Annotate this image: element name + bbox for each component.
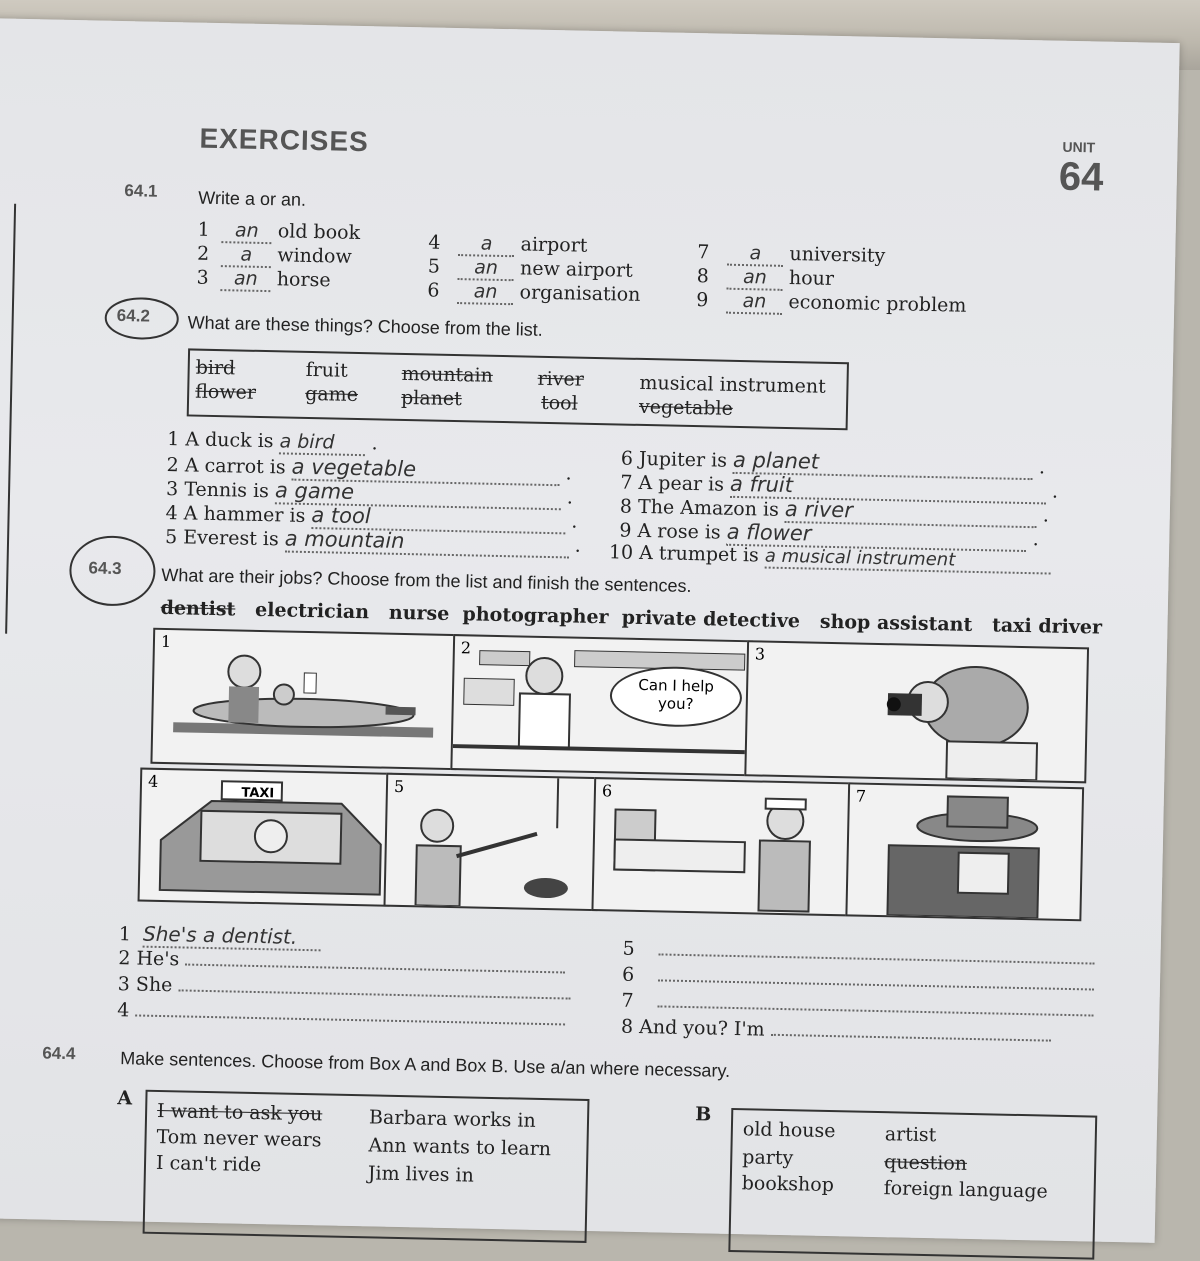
list-item: 2 a window	[196, 242, 352, 268]
list-item: 3 Tennis is a game .	[165, 478, 574, 509]
picture-panel	[383, 773, 600, 911]
word-game: game	[304, 382, 359, 406]
list-item: 8 The Amazon is a river .	[619, 495, 1050, 527]
answer-field[interactable]: a	[727, 242, 783, 267]
box-b-word: foreign language	[883, 1177, 1048, 1203]
box-b-word: bookshop	[741, 1172, 835, 1197]
box-a-phrase: Tom never wears	[156, 1125, 322, 1152]
box-b-word: party	[742, 1146, 794, 1170]
job-private-detective: private detective	[621, 606, 801, 633]
exercise-instruction: What are these things? Choose from the list.	[187, 312, 543, 340]
electrician-illustration	[386, 775, 599, 909]
list-item: 8 an hour	[696, 265, 835, 290]
word-fruit: fruit	[305, 358, 349, 382]
picture-panel	[138, 768, 393, 907]
list-item: 6 Jupiter is a planet .	[620, 447, 1046, 479]
word-vegetable: vegetable	[638, 395, 734, 420]
panel-number: 1	[160, 631, 172, 652]
answer-field[interactable]: a fruit	[730, 472, 1046, 505]
unit-label: UNIT	[1062, 138, 1096, 156]
list-item: 2 A carrot is a vegetable .	[166, 454, 572, 485]
panel-number: 4	[147, 771, 159, 791]
exercise-number: 64.2	[116, 305, 151, 326]
answer-field[interactable]: an	[726, 290, 782, 315]
exercise-number: 64.4	[42, 1043, 76, 1064]
box-a-phrase: Barbara works in	[368, 1106, 536, 1132]
picture-panel	[591, 777, 854, 916]
answer-field[interactable]: a bird	[279, 430, 365, 456]
word-river: river	[537, 367, 585, 391]
box-a-phrase: I want to ask you	[156, 1099, 323, 1126]
picture-panel	[845, 782, 1084, 921]
list-item: 5 Everest is a mountain .	[164, 525, 582, 557]
answer-field[interactable]: an	[222, 219, 272, 244]
job-taxi-driver: taxi driver	[991, 614, 1103, 639]
exercise-instruction: Make sentences. Choose from Box A and Box B. Use a/an where necessary.	[120, 1048, 731, 1081]
list-item: 7 A pear is a fruit .	[620, 471, 1059, 503]
answer-field[interactable]: She's a dentist.	[143, 922, 322, 952]
answer-field[interactable]: an	[727, 266, 783, 291]
exercise-number: 64.1	[124, 181, 158, 201]
list-item: 4 A hammer is a tool .	[165, 501, 578, 533]
answer-field[interactable]: a river	[785, 497, 1037, 528]
answer-field[interactable]	[659, 953, 1095, 964]
answer-field[interactable]: a mountain	[284, 526, 568, 558]
answer-field[interactable]: a tool	[311, 503, 565, 534]
answer-field[interactable]	[658, 979, 1094, 990]
answer-field[interactable]: an	[221, 267, 271, 292]
worksheet-page	[0, 18, 1180, 1243]
answer-field[interactable]	[178, 989, 570, 999]
private-detective-illustration	[847, 784, 1082, 919]
list-item: 3 an horse	[196, 266, 331, 292]
box-b	[728, 1108, 1097, 1260]
word-tool: tool	[540, 391, 578, 415]
picture-panel	[744, 640, 1089, 783]
nurse-illustration	[593, 779, 852, 914]
exercise-instruction: Write a or an.	[198, 187, 307, 210]
answer-field[interactable]: a vegetable	[291, 455, 559, 487]
word-bird: bird	[195, 356, 236, 380]
answer-field[interactable]: an	[457, 280, 513, 305]
answer-field[interactable]	[771, 1034, 1051, 1042]
answer-field[interactable]: an	[458, 256, 514, 281]
panel-number: 5	[393, 776, 405, 797]
box-a-phrase: I can't ride	[155, 1151, 262, 1177]
unit-number: 64	[1058, 154, 1104, 200]
word-flower: flower	[194, 380, 257, 404]
answer-field[interactable]: a	[458, 232, 514, 257]
list-item: 1 an old book	[197, 218, 361, 245]
list-item: 9 an economic problem	[696, 289, 967, 317]
word-mountain: mountain	[401, 362, 494, 387]
exercise-instruction: What are their jobs? Choose from the list and finish the sentences.	[161, 564, 692, 597]
dentist-illustration	[152, 630, 457, 768]
picture-panel	[450, 634, 753, 776]
list-item: 7 a university	[697, 241, 886, 268]
page-margin-line	[0, 203, 16, 634]
job-shop-assistant: shop assistant	[819, 610, 973, 636]
answer-field[interactable]: a game	[275, 478, 561, 510]
box-a-phrase: Ann wants to learn	[368, 1134, 552, 1161]
panel-number: 7	[855, 786, 867, 806]
list-item: 2 He's	[118, 947, 565, 978]
answer-field[interactable]	[185, 964, 565, 974]
answer-field[interactable]	[135, 1014, 565, 1025]
speech-line: Can I help	[638, 675, 715, 696]
list-item: 1 A duck is a bird .	[166, 428, 378, 455]
word-list-box	[187, 348, 849, 430]
answer-field[interactable]: a flower	[726, 520, 1026, 552]
box-a	[143, 1090, 590, 1243]
list-item: 5 an new airport	[427, 255, 633, 282]
answer-field[interactable]: a planet	[733, 448, 1033, 480]
answer-field[interactable]: a musical instrument	[765, 546, 1051, 575]
taxi-sign: TAXI	[241, 785, 275, 802]
list-item: 6	[622, 964, 1095, 996]
answer-field[interactable]	[658, 1005, 1094, 1016]
exercise-number: 64.3	[88, 558, 122, 579]
word-planet: planet	[400, 386, 463, 411]
list-item: 9 A rose is a flower .	[619, 519, 1039, 551]
list-item: 3 She	[118, 973, 571, 1004]
list-item: 1 She's a dentist.	[119, 921, 322, 951]
list-item: 5	[622, 938, 1095, 970]
answer-field[interactable]: a	[221, 243, 271, 268]
picture-panel	[150, 628, 459, 770]
job-photographer: photographer	[462, 603, 609, 629]
box-b-word: artist	[884, 1123, 937, 1147]
box-b-label: B	[694, 1103, 712, 1126]
job-dentist: dentist	[160, 596, 236, 621]
panel-number: 3	[754, 644, 766, 664]
word-musical-instrument: musical instrument	[639, 371, 827, 398]
list-item: 4 a airport	[428, 231, 588, 257]
box-b-word: question	[884, 1151, 968, 1175]
photographer-illustration	[746, 642, 1087, 781]
job-electrician: electrician	[254, 598, 370, 624]
list-item: 6 an organisation	[427, 279, 641, 306]
box-a-phrase: Jim lives in	[367, 1162, 475, 1187]
list-item: 7	[621, 990, 1094, 1022]
speech-line: you?	[657, 694, 694, 714]
job-nurse: nurse	[388, 601, 450, 625]
list-item: 10 A trumpet is a musical instrument	[609, 541, 1051, 574]
panel-number: 6	[601, 781, 613, 801]
box-b-word: old house	[742, 1118, 836, 1143]
panel-number: 2	[460, 638, 472, 658]
list-item: 4	[117, 999, 566, 1030]
list-item: 8 And you? I'm	[621, 1016, 1051, 1047]
page-title: EXERCISES	[199, 122, 370, 158]
box-a-label: A	[117, 1087, 133, 1110]
